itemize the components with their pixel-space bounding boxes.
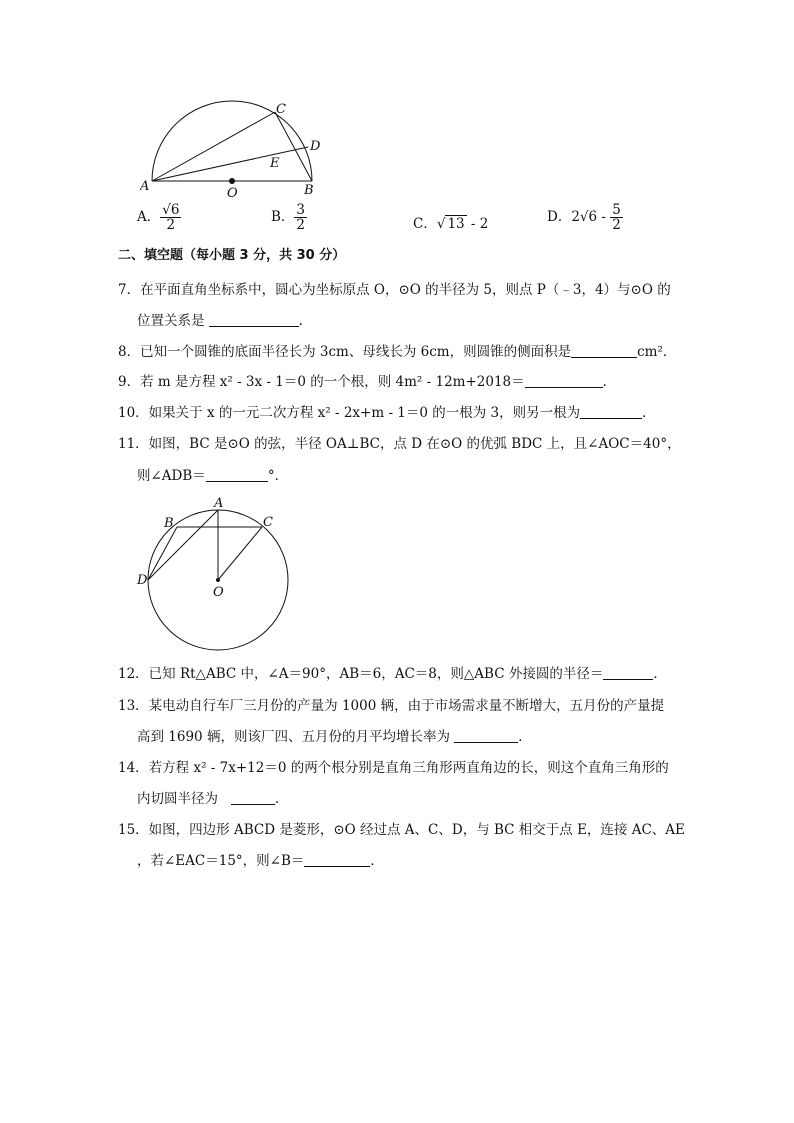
section-title: 二、填空题（每小题 3 分，共 30 分） (118, 248, 346, 263)
segment-ad (152, 147, 308, 181)
option-a: A． $\frac{√6}{2}$ (137, 202, 180, 233)
segment-cb (275, 112, 312, 181)
question-15-line-2: ，若∠EAC＝15°，则∠B＝ ． (137, 853, 384, 869)
question-13-line-2: 高到 1690 辆，则该厂四、五月份的月平均增长率为 ． (137, 729, 532, 745)
answer-blank-13[interactable] (454, 728, 518, 743)
label-d: D (137, 573, 148, 588)
segment-da (148, 510, 218, 580)
answer-blank-10[interactable] (580, 404, 642, 419)
label-b: B (304, 183, 314, 198)
answer-blank-11[interactable] (206, 467, 268, 482)
semicircle-figure (140, 98, 330, 202)
question-8: 8．已知一个圆锥的底面半径长为 3cm、母线长为 6cm，则圆锥的侧面积是 cm²． (118, 344, 677, 360)
center-point-o (229, 178, 235, 184)
answer-blank-15[interactable] (304, 852, 370, 867)
answer-blank-8[interactable] (571, 343, 637, 358)
question-14-line-1: 14．若方程 x² - 7x+12＝0 的两个根分别是直角三角形两直角边的长，则这个直角三角形的 (118, 760, 669, 776)
label-d: D (310, 139, 321, 154)
semicircle-arc (152, 101, 312, 181)
question-7-line-1: 7．在平面直角坐标系中，圆心为坐标原点 O，⊙O 的半径为 5，则点 P（﹣3，4）与⊙O 的 (118, 282, 671, 298)
question-14-line-2: 内切圆半径为 ． (137, 791, 289, 807)
circle-figure (132, 496, 302, 652)
label-o: O (227, 186, 238, 201)
question-11-line-1: 11．如图，BC 是⊙O 的弦，半径 OA⊥BC，点 D 在⊙O 的优弧 BDC 上，且∠AOC＝40°， (118, 436, 681, 452)
question-11-line-2: 则∠ADB＝ °． (137, 468, 289, 484)
segment-ac (152, 112, 275, 181)
label-e: E (270, 156, 280, 171)
answer-blank-9[interactable] (525, 373, 603, 388)
label-b: B (164, 516, 174, 531)
segment-oc (218, 527, 262, 580)
question-12: 12．已知 Rt△ABC 中，∠A＝90°，AB＝6，AC＝8，则△ABC 外接圆的半径＝ ． (118, 666, 667, 682)
label-c: C (263, 515, 273, 530)
center-point-o (216, 578, 220, 582)
label-a: A (214, 496, 224, 511)
question-9: 9．若 m 是方程 x² - 3x - 1＝0 的一个根，则 4m² - 12m+2018＝ ． (118, 374, 617, 390)
answer-blank-7[interactable] (209, 312, 299, 327)
option-c: C．√ 13 - 2 (413, 216, 489, 232)
question-13-line-1: 13．某电动自行车厂三月份的产量为 1000 辆，由于市场需求量不断增大，五月份的产量提 (118, 698, 665, 714)
question-10: 10．如果关于 x 的一元二次方程 x² - 2x+m - 1＝0 的一根为 3，则另一根为 ． (118, 405, 656, 421)
option-b: B． $\frac{3}{2}$ (271, 202, 306, 233)
segment-db (148, 527, 177, 580)
option-d: D．2√6 - $\frac{5}{2}$ (547, 202, 621, 233)
option-a-numerator: √6 (162, 202, 180, 218)
question-15-line-1: 15．如图，四边形 ABCD 是菱形，⊙O 经过点 A、C、D，与 BC 相交于点 E，连接 AC、AE (118, 822, 685, 838)
label-c: C (276, 102, 286, 117)
answer-blank-14[interactable] (231, 790, 275, 805)
question-7-line-2: 位置关系是 ． (137, 313, 313, 329)
label-o: O (213, 585, 224, 600)
label-a: A (140, 179, 150, 194)
answer-blank-12[interactable] (603, 665, 653, 680)
